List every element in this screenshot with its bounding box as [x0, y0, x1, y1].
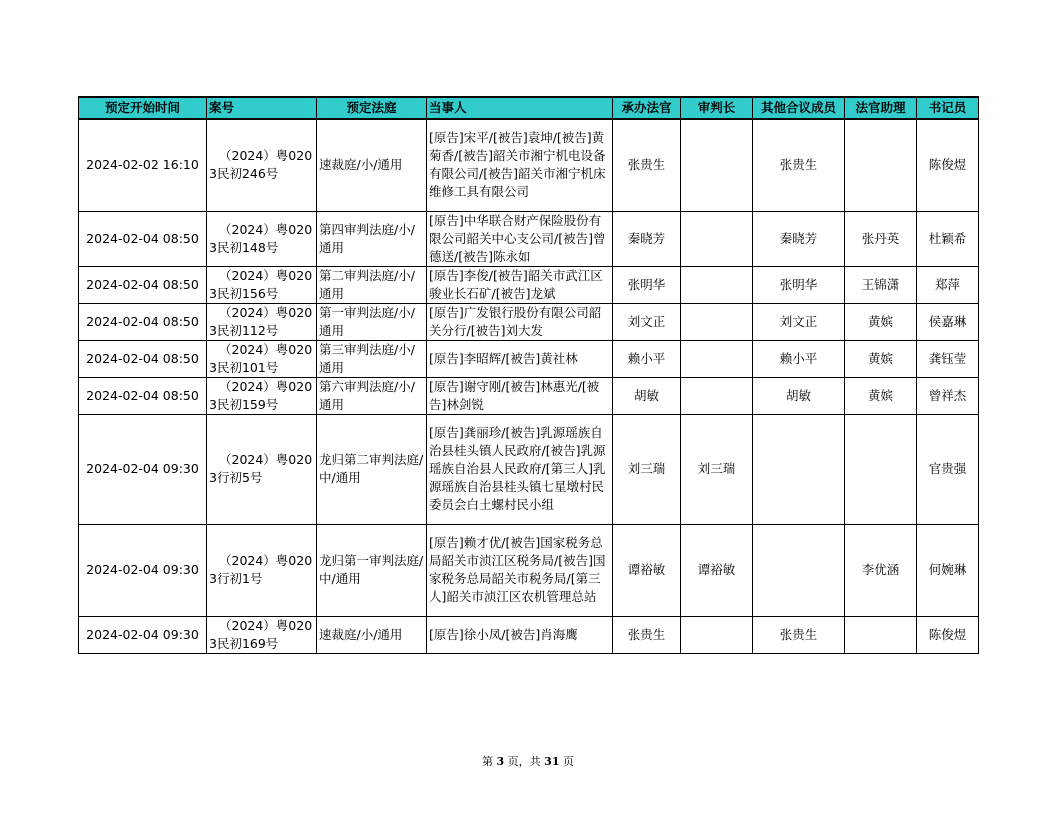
cell-presiding-judge: 赖小平	[613, 340, 681, 377]
cell-start-time: 2024-02-04 09:30	[79, 414, 207, 524]
cell-case-number: （2024）粤0203民初169号	[207, 616, 317, 653]
table-row	[79, 377, 979, 414]
cell-chief-judge: 刘三瑞	[681, 414, 753, 524]
cell-panel-members	[753, 414, 845, 524]
cell-parties: [原告]中华联合财产保险股份有限公司韶关中心支公司/[被告]曾德送/[被告]陈永如	[427, 211, 613, 266]
cell-courtroom: 龙归第一审判法庭/中/通用	[317, 524, 427, 616]
cell-start-time: 2024-02-02 16:10	[79, 119, 207, 211]
cell-parties: [原告]李俊/[被告]韶关市武江区骏业长石矿/[被告]龙斌	[427, 266, 613, 303]
table-row	[79, 303, 979, 340]
cell-case-number: （2024）粤0203民初112号	[207, 303, 317, 340]
cell-chief-judge	[681, 616, 753, 653]
header-parties: 当事人	[427, 97, 613, 119]
cell-courtroom: 第四审判法庭/小/通用	[317, 211, 427, 266]
cell-judge-assistant	[845, 616, 917, 653]
cell-panel-members: 张贵生	[753, 119, 845, 211]
cell-chief-judge: 谭裕敏	[681, 524, 753, 616]
cell-chief-judge	[681, 377, 753, 414]
cell-clerk: 陈俊煜	[917, 616, 979, 653]
cell-parties: [原告]赖才优/[被告]国家税务总局韶关市浈江区税务局/[被告]国家税务总局韶关市税务局/[第三人]韶关市浈江区农机管理总站	[427, 524, 613, 616]
header-courtroom: 预定法庭	[317, 97, 427, 119]
cell-judge-assistant: 黄嫔	[845, 340, 917, 377]
cell-judge-assistant: 王锦潇	[845, 266, 917, 303]
cell-start-time: 2024-02-04 08:50	[79, 377, 207, 414]
header-start-time: 预定开始时间	[79, 97, 207, 119]
cell-courtroom: 第三审判法庭/小/通用	[317, 340, 427, 377]
cell-clerk: 杜颖希	[917, 211, 979, 266]
cell-clerk: 曾祥杰	[917, 377, 979, 414]
cell-presiding-judge: 秦晓芳	[613, 211, 681, 266]
cell-case-number: （2024）粤0203民初246号	[207, 119, 317, 211]
cell-judge-assistant	[845, 119, 917, 211]
page-footer	[0, 753, 1056, 769]
cell-start-time: 2024-02-04 08:50	[79, 266, 207, 303]
cell-clerk: 郑萍	[917, 266, 979, 303]
cell-presiding-judge: 胡敏	[613, 377, 681, 414]
cell-panel-members: 张贵生	[753, 616, 845, 653]
table-row	[79, 616, 979, 653]
cell-parties: [原告]宋平/[被告]袁坤/[被告]黄菊香/[被告]韶关市湘宁机电设备有限公司/[被告]韶关市湘宁机床维修工具有限公司	[427, 119, 613, 211]
cell-courtroom: 第二审判法庭/小/通用	[317, 266, 427, 303]
header-presiding-judge: 承办法官	[613, 97, 681, 119]
cell-chief-judge	[681, 211, 753, 266]
cell-panel-members: 张明华	[753, 266, 845, 303]
cell-courtroom: 速裁庭/小/通用	[317, 119, 427, 211]
header-judge-assistant: 法官助理	[845, 97, 917, 119]
footer-middle: 页，共	[504, 755, 545, 768]
cell-case-number: （2024）粤0203民初156号	[207, 266, 317, 303]
cell-judge-assistant: 李优涵	[845, 524, 917, 616]
cell-clerk: 陈俊煜	[917, 119, 979, 211]
cell-panel-members: 刘文正	[753, 303, 845, 340]
header-clerk: 书记员	[917, 97, 979, 119]
cell-panel-members: 胡敏	[753, 377, 845, 414]
header-case-number: 案号	[207, 97, 317, 119]
cell-courtroom: 速裁庭/小/通用	[317, 616, 427, 653]
cell-chief-judge	[681, 303, 753, 340]
table-row	[79, 524, 979, 616]
cell-panel-members	[753, 524, 845, 616]
header-chief-judge: 审判长	[681, 97, 753, 119]
cell-panel-members: 赖小平	[753, 340, 845, 377]
cell-start-time: 2024-02-04 09:30	[79, 616, 207, 653]
table-row	[79, 211, 979, 266]
cell-start-time: 2024-02-04 08:50	[79, 340, 207, 377]
footer-suffix: 页	[559, 755, 574, 768]
cell-presiding-judge: 张贵生	[613, 119, 681, 211]
cell-parties: [原告]广发银行股份有限公司韶关分行/[被告]刘大发	[427, 303, 613, 340]
cell-case-number: （2024）粤0203行初1号	[207, 524, 317, 616]
cell-judge-assistant: 黄嫔	[845, 377, 917, 414]
cell-judge-assistant	[845, 414, 917, 524]
cell-presiding-judge: 张明华	[613, 266, 681, 303]
cell-presiding-judge: 张贵生	[613, 616, 681, 653]
cell-presiding-judge: 刘文正	[613, 303, 681, 340]
cell-start-time: 2024-02-04 08:50	[79, 211, 207, 266]
table-row	[79, 119, 979, 211]
cell-case-number: （2024）粤0203民初159号	[207, 377, 317, 414]
cell-parties: [原告]龚丽珍/[被告]乳源瑶族自治县桂头镇人民政府/[被告]乳源瑶族自治县人民政府/[第三人]乳源瑶族自治县桂头镇七星墩村民委员会白土螺村民小组	[427, 414, 613, 524]
cell-start-time: 2024-02-04 08:50	[79, 303, 207, 340]
cell-courtroom: 龙归第二审判法庭/中/通用	[317, 414, 427, 524]
cell-clerk: 龚钰莹	[917, 340, 979, 377]
cell-presiding-judge: 谭裕敏	[613, 524, 681, 616]
cell-clerk: 侯嘉琳	[917, 303, 979, 340]
cell-panel-members: 秦晓芳	[753, 211, 845, 266]
current-page-number: 3	[496, 755, 505, 768]
table-row	[79, 414, 979, 524]
total-page-count: 31	[544, 755, 560, 768]
cell-courtroom: 第一审判法庭/小/通用	[317, 303, 427, 340]
cell-chief-judge	[681, 340, 753, 377]
cell-case-number: （2024）粤0203行初5号	[207, 414, 317, 524]
cell-judge-assistant: 黄嫔	[845, 303, 917, 340]
table-row	[79, 266, 979, 303]
cell-chief-judge	[681, 266, 753, 303]
footer-prefix: 第	[482, 755, 497, 768]
cell-courtroom: 第六审判法庭/小/通用	[317, 377, 427, 414]
cell-case-number: （2024）粤0203民初101号	[207, 340, 317, 377]
cell-parties: [原告]李昭辉/[被告]黄社林	[427, 340, 613, 377]
table-header-row	[79, 97, 979, 119]
cell-clerk: 何婉琳	[917, 524, 979, 616]
cell-parties: [原告]徐小凤/[被告]肖海鹰	[427, 616, 613, 653]
header-panel-members: 其他合议成员	[753, 97, 845, 119]
cell-judge-assistant: 张丹英	[845, 211, 917, 266]
cell-clerk: 官贵强	[917, 414, 979, 524]
table-row	[79, 340, 979, 377]
cell-presiding-judge: 刘三瑞	[613, 414, 681, 524]
cell-start-time: 2024-02-04 09:30	[79, 524, 207, 616]
cell-parties: [原告]谢守刚/[被告]林惠光/[被告]林剑锐	[427, 377, 613, 414]
hearing-schedule-table	[78, 96, 979, 654]
cell-case-number: （2024）粤0203民初148号	[207, 211, 317, 266]
cell-chief-judge	[681, 119, 753, 211]
